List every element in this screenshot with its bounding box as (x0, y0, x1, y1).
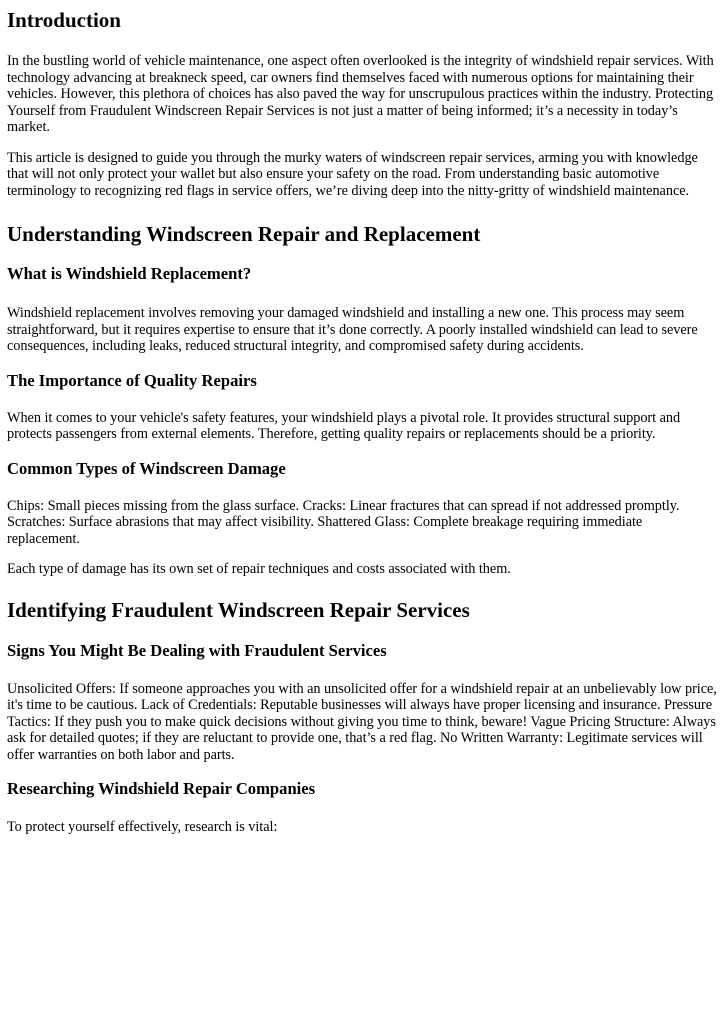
identifying-heading: Identifying Fraudulent Windscreen Repair Services (7, 597, 470, 622)
researching-heading: Researching Windshield Repair Companies (7, 779, 316, 798)
researching-paragraph: To protect yourself effectively, research is vital: (7, 819, 278, 835)
damage-types-paragraph-2: Each type of damage has its own set of repair techniques and costs associated with them. (7, 561, 511, 577)
what-is-replacement-heading: What is Windshield Replacement? (7, 264, 252, 283)
damage-types-heading: Common Types of Windscreen Damage (7, 458, 286, 478)
signs-paragraph: Unsolicited Offers: If someone approaches you with an unsolicited offer for a windshield repair at an unbelievably low price, it's time to be cautious. Lack of Credentials: Reputable businesses will always have proper licensing and insurance. Pressure Tactics: If they push you to make quick decisions without giving you time to think, beware! Vague Pricing Structure: Always ask for detailed quotes; if they are reluctant to provide one, that’s a red flag. No Written Warranty: Legitimate services will offer warranties on both labor and parts. (7, 680, 717, 763)
introduction-paragraph-1: In the bustling world of vehicle maintenance, one aspect often overlooked is the integrity of windshield repair services. With technology advancing at breakneck speed, car owners find themselves faced with numerous options for maintaining their vehicles. However, this plethora of choices has also paved the way for unscrupulous practices within the industry. Protecting Yourself from Fraudulent Windscreen Repair Services is not just a matter of being informed; it’s a necessity in today’s market. (7, 53, 714, 135)
understanding-heading: Understanding Windscreen Repair and Replacement (7, 222, 481, 246)
introduction-heading: Introduction (7, 8, 121, 32)
signs-heading: Signs You Might Be Dealing with Fraudulent Services (7, 640, 387, 660)
importance-paragraph: When it comes to your vehicle's safety features, your windshield plays a pivotal role. It provides structural support and protects passengers from external elements. Therefore, getting quality repairs or replacements should be a priority. (7, 409, 681, 442)
damage-types-paragraph: Chips: Small pieces missing from the glass surface. Cracks: Linear fractures that can spread if not addressed promptly. Scratches: Surface abrasions that may affect visibility. Shattered Glass: Complete breakage requiring immediate replacement. (7, 497, 680, 547)
article (7, 0, 717, 836)
what-is-replacement-paragraph: Windshield replacement involves removing your damaged windshield and installing a new one. This process may seem straightforward, but it requires expertise to ensure that it’s done correctly. A poorly installed windshield can lead to severe consequences, including leaks, reduced structural integrity, and compromised safety during accidents. (7, 305, 698, 354)
importance-heading: The Importance of Quality Repairs (7, 370, 257, 390)
introduction-paragraph-2: This article is designed to guide you through the murky waters of windscreen repair services, arming you with knowledge that will not only protect your wallet but also ensure your safety on the road. From understanding basic automotive terminology to recognizing red flags in service offers, we’re diving deep into the nitty-gritty of windshield maintenance. (7, 149, 698, 199)
